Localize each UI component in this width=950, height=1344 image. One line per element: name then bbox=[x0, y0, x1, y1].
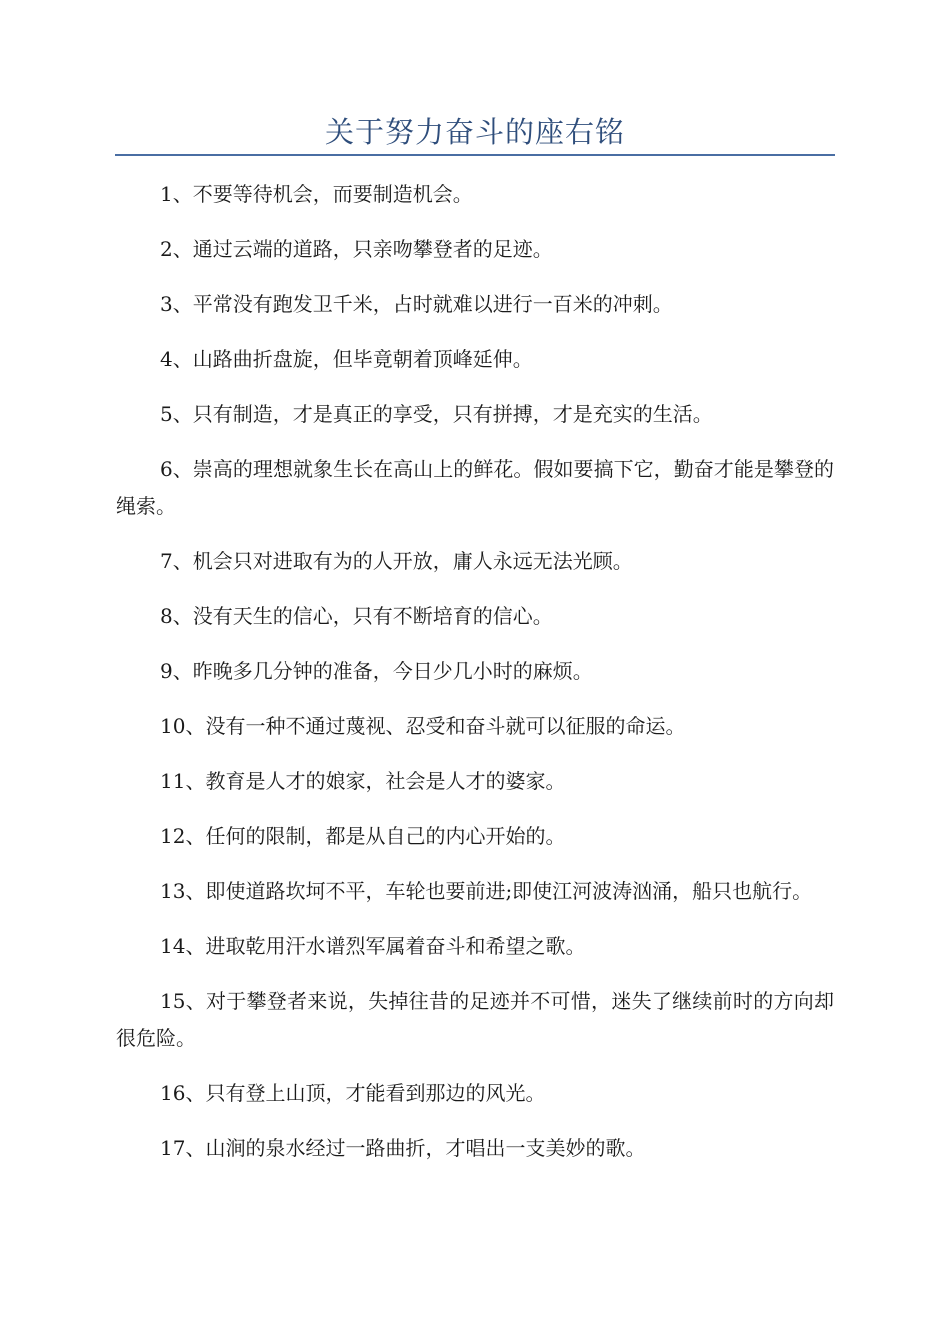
motto-item-10: 10、没有一种不通过蔑视、忍受和奋斗就可以征服的命运。 bbox=[160, 714, 686, 738]
motto-item-2: 2、通过云端的道路，只亲吻攀登者的足迹。 bbox=[160, 237, 553, 261]
motto-item-3: 3、平常没有跑发卫千米，占时就难以进行一百米的冲刺。 bbox=[160, 292, 673, 316]
motto-item-17: 17、山涧的泉水经过一路曲折，才唱出一支美妙的歌。 bbox=[160, 1136, 646, 1160]
motto-item-1: 1、不要等待机会，而要制造机会。 bbox=[160, 182, 473, 206]
motto-item-15: 15、对于攀登者来说，失掉往昔的足迹并不可惜，迷失了继续前时的方向却很危险。 bbox=[116, 989, 834, 1050]
motto-item-16: 16、只有登上山顶，才能看到那边的风光。 bbox=[160, 1081, 546, 1105]
motto-item-8: 8、没有天生的信心，只有不断培育的信心。 bbox=[160, 604, 553, 628]
motto-item-12: 12、任何的限制，都是从自己的内心开始的。 bbox=[160, 824, 566, 848]
motto-item-9: 9、昨晚多几分钟的准备，今日少几小时的麻烦。 bbox=[160, 659, 593, 683]
motto-item-13: 13、即使道路坎坷不平，车轮也要前进;即使江河波涛汹涌，船只也航行。 bbox=[160, 879, 813, 903]
motto-item-7: 7、机会只对进取有为的人开放，庸人永远无法光顾。 bbox=[160, 549, 633, 573]
title-underline bbox=[115, 154, 835, 156]
motto-item-11: 11、教育是人才的娘家，社会是人才的婆家。 bbox=[160, 769, 566, 793]
motto-item-4: 4、山路曲折盘旋，但毕竟朝着顶峰延伸。 bbox=[160, 347, 533, 371]
motto-list bbox=[116, 176, 834, 1185]
motto-item-14: 14、进取乾用汗水谱烈军属着奋斗和希望之歌。 bbox=[160, 934, 586, 958]
motto-item-6: 6、崇高的理想就象生长在高山上的鲜花。假如要搞下它，勤奋才能是攀登的绳索。 bbox=[116, 457, 834, 518]
page-title: 关于努力奋斗的座右铭 bbox=[324, 115, 625, 149]
motto-item-5: 5、只有制造，才是真正的享受，只有拼搏，才是充实的生活。 bbox=[160, 402, 713, 426]
